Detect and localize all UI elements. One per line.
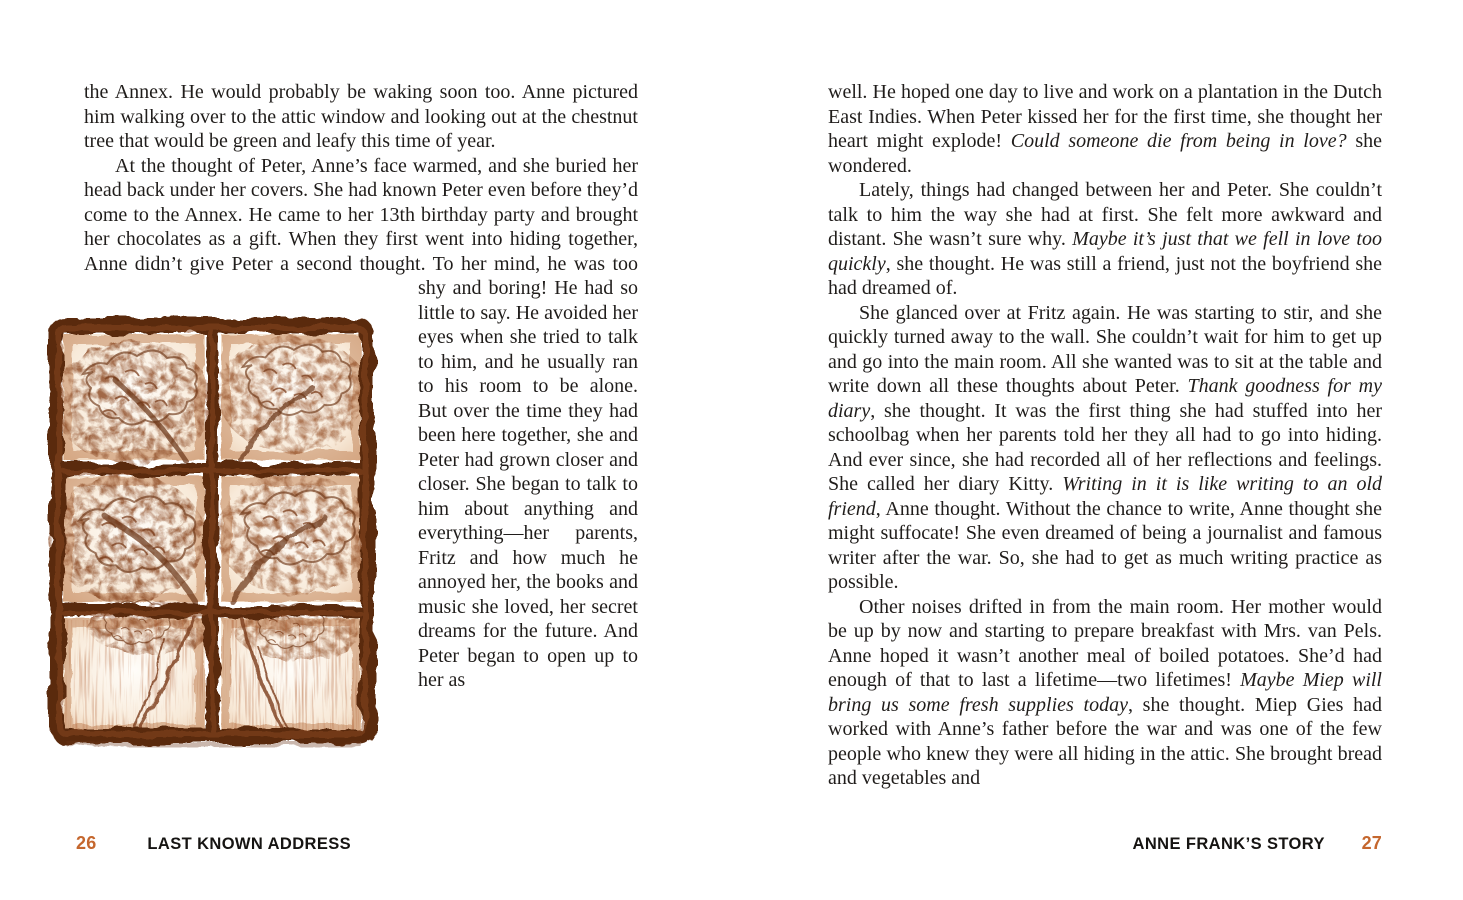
paragraph (828, 178, 1382, 301)
italic-thought-text: Writing in it is like writing to an old friend (828, 473, 1382, 520)
left-page-body (84, 80, 638, 756)
paragraph (84, 154, 638, 693)
body-text: , she thought. He was still a friend, just not the boyfriend she had dreamed of. (828, 252, 1382, 299)
page-number-left: 26 (76, 833, 97, 853)
body-text: At the thought of Peter, Anne’s face warmed, and she buried her head back under her covers. She had known Peter even before they’d come to the Annex. He came to her 13th birthday party and brought her chocolates as a gift. When they first went into hiding together, Anne didn’t give Peter a second (84, 154, 638, 275)
body-text: , she thought. Miep Gies had worked with Anne’s father before the war and was one of the few people who knew they were all hiding in the attic. She brought bread and vegetables and (828, 693, 1382, 789)
body-text: she wondered. (828, 130, 1382, 177)
paragraph (828, 301, 1382, 595)
body-text: the Annex. He would probably be waking soon too. Anne pictured him walking over to the attic window and looking out at the chestnut tree that would be green and leafy this time of year. (84, 81, 638, 152)
paragraph (84, 80, 638, 154)
body-text: , Anne thought. Without the chance to write, Anne thought she might suffocate! She even dreamed of being a journalist and famous writer after the war. So, she had to get as much writing practice as possible. (828, 497, 1382, 593)
italic-thought-text: Could someone die from being in love? (1010, 130, 1347, 152)
page-number-right: 27 (1361, 833, 1382, 853)
paragraph (828, 80, 1382, 178)
paragraph (828, 595, 1382, 791)
italic-thought-text: Maybe Miep will bring us some fresh supplies today (828, 669, 1382, 716)
body-text: thought. To her mind, he was too shy and boring! He had so little to say. He avoided her eyes when she tried to talk to him, and he usually ran to his room to be alone. But over the time they had been here together, she and Peter had grown closer and closer. She began to talk to him about anything and everything—her parents, Fritz and how much he annoyed her, the books and music she loved, her secret dreams for the future. And Peter began to open up to her as (359, 252, 639, 691)
window-tree-illustration (45, 310, 379, 752)
footer-right (828, 833, 1382, 854)
chapter-title: ANNE FRANK’S STORY (1132, 835, 1325, 853)
italic-thought-text: Maybe it’s just that we fell in love too quickly (828, 228, 1382, 275)
body-text: , she thought. It was the first thing she had stuffed into her schoolbag when her parents told her they all had to go into hiding. And ever since, she had recorded all of her reflections and feelings. She called her diary Kitty. (828, 399, 1382, 495)
book-title: LAST KNOWN ADDRESS (147, 835, 352, 853)
right-page-body (828, 80, 1382, 791)
italic-thought-text: Thank goodness for my diary (828, 375, 1382, 422)
body-text: Lately, things had changed between her and Peter. She couldn’t talk to him the way she had at first. She felt more awkward and distant. She wasn’t sure why. (828, 179, 1382, 250)
body-text: Other noises drifted in from the main room. Her mother would be up by now and starting to prepare breakfast with Mrs. van Pels. Anne hoped it wasn’t another meal of boiled potatoes. She’d had enough of that to last a lifetime—two lifetimes! (828, 595, 1382, 691)
body-text: well. He hoped one day to live and work on a plantation in the Dutch East Indies. When Peter kissed her for the first time, she thought her heart might explode! (828, 81, 1382, 152)
footer-left (76, 833, 630, 854)
body-text: She glanced over at Fritz again. He was starting to stir, and she quickly turned away to the wall. She couldn’t wait for him to get up and go into the main room. All she wanted was to sit at the table and write down all these thoughts about Peter. (828, 301, 1382, 397)
